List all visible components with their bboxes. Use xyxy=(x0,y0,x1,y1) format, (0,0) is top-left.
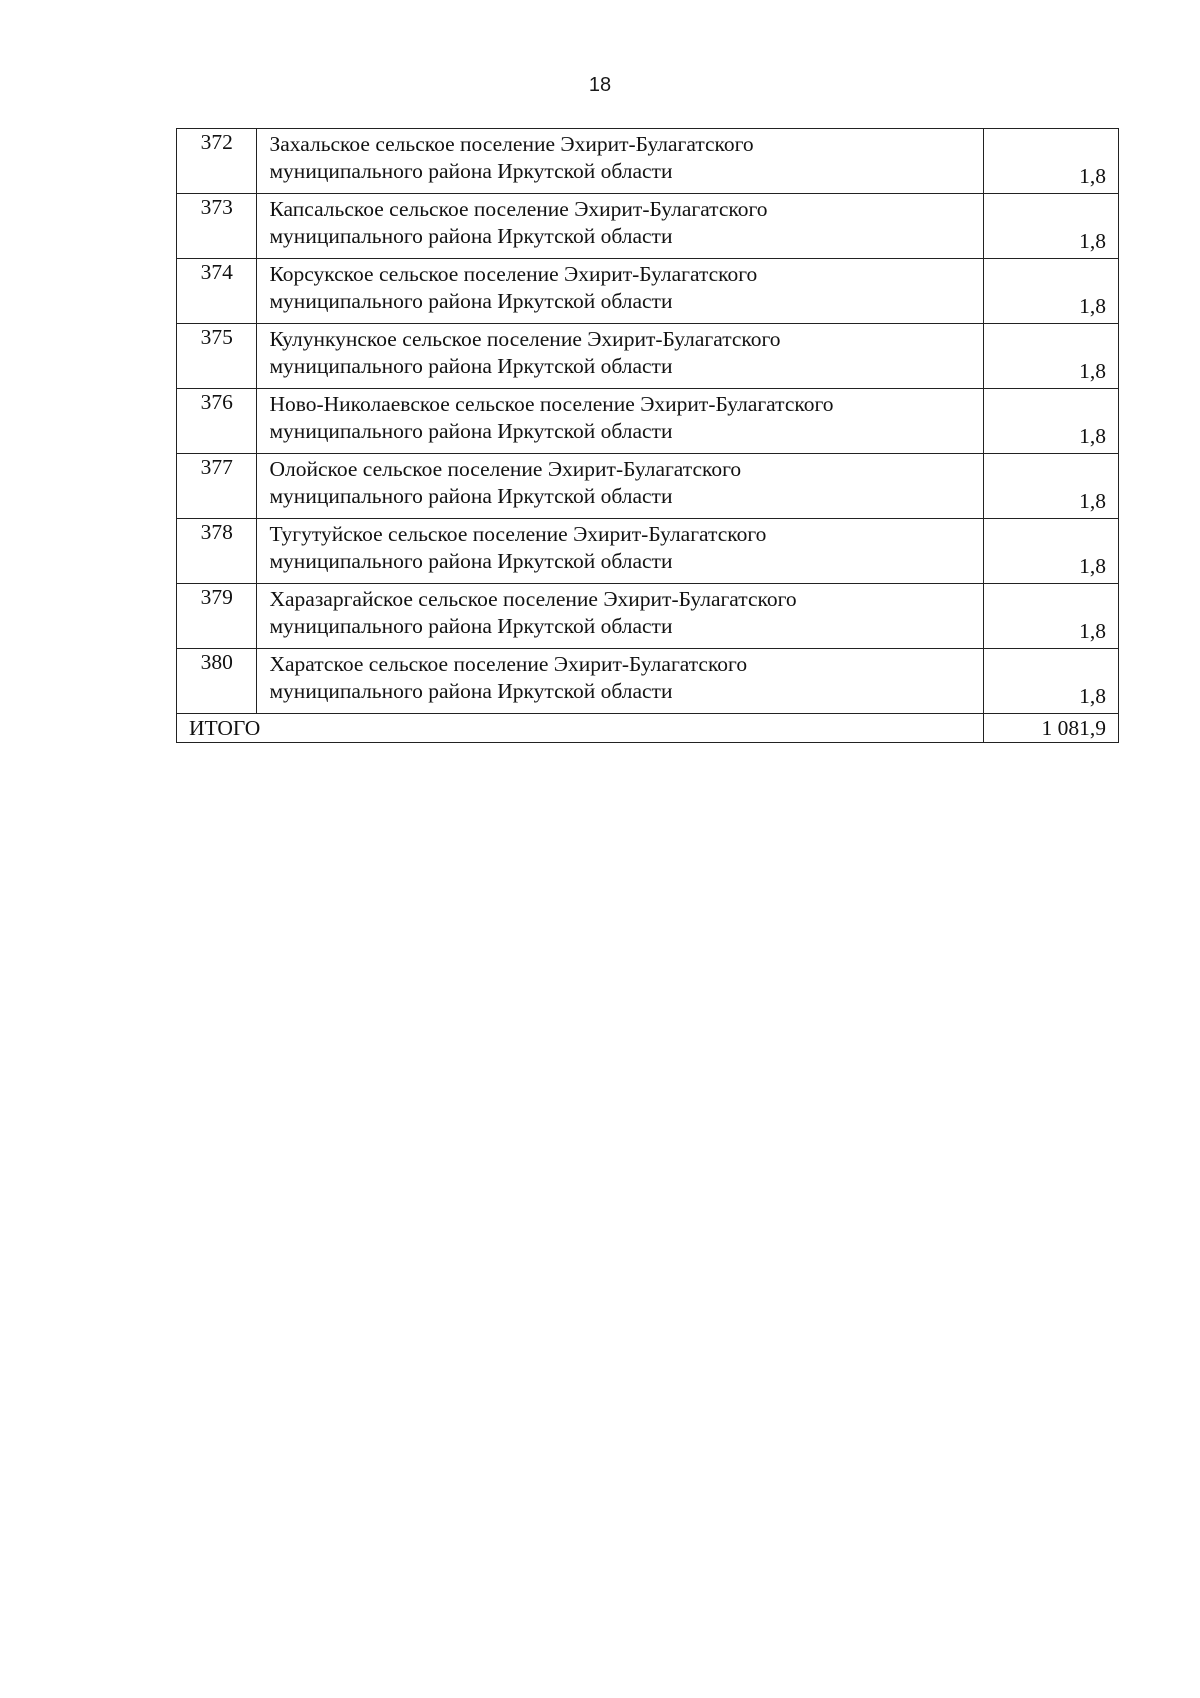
allocation-value: 1,8 xyxy=(984,389,1119,454)
settlement-name xyxy=(257,259,984,324)
page-number: 18 xyxy=(588,74,612,96)
settlement-name-line-2: муниципального района Иркутской области xyxy=(269,419,673,443)
settlement-name-line-2: муниципального района Иркутской области xyxy=(269,159,673,183)
settlement-name-line-2: муниципального района Иркутской области xyxy=(269,484,673,508)
settlement-name-line-1: Ново-Николаевское сельское поселение Эхирит-Булагатского xyxy=(269,392,834,416)
allocation-value: 1,8 xyxy=(984,129,1119,194)
settlement-name-line-1: Харатское сельское поселение Эхирит-Булагатского xyxy=(269,652,748,676)
table-row xyxy=(177,324,1119,389)
row-number: 380 xyxy=(177,649,257,714)
settlement-name-line-1: Корсукское сельское поселение Эхирит-Булагатского xyxy=(269,262,758,286)
settlement-name-line-2: муниципального района Иркутской области xyxy=(269,549,673,573)
settlement-name xyxy=(257,129,984,194)
allocation-value: 1,8 xyxy=(984,454,1119,519)
settlement-name-line-1: Тугутуйское сельское поселение Эхирит-Булагатского xyxy=(269,522,767,546)
row-number: 372 xyxy=(177,129,257,194)
allocation-value: 1,8 xyxy=(984,259,1119,324)
row-number: 375 xyxy=(177,324,257,389)
settlement-name-line-1: Харазаргайское сельское поселение Эхирит-Булагатского xyxy=(269,587,797,611)
settlement-name xyxy=(257,194,984,259)
settlement-name-line-2: муниципального района Иркутской области xyxy=(269,354,673,378)
allocation-value: 1,8 xyxy=(984,194,1119,259)
settlement-name xyxy=(257,649,984,714)
row-number: 379 xyxy=(177,584,257,649)
table-row xyxy=(177,259,1119,324)
allocation-value: 1,8 xyxy=(984,519,1119,584)
settlement-name-line-1: Захальское сельское поселение Эхирит-Булагатского xyxy=(269,132,754,156)
total-label: ИТОГО xyxy=(177,714,984,743)
settlement-name-line-1: Кулункунское сельское поселение Эхирит-Булагатского xyxy=(269,327,781,351)
settlement-name xyxy=(257,324,984,389)
table-row xyxy=(177,194,1119,259)
table-row xyxy=(177,584,1119,649)
settlement-name xyxy=(257,454,984,519)
total-row xyxy=(177,714,1119,743)
row-number: 376 xyxy=(177,389,257,454)
settlement-name-line-2: муниципального района Иркутской области xyxy=(269,679,673,703)
row-number: 373 xyxy=(177,194,257,259)
settlement-name xyxy=(257,584,984,649)
allocation-value: 1,8 xyxy=(984,584,1119,649)
table-row xyxy=(177,649,1119,714)
settlement-name-line-1: Капсальское сельское поселение Эхирит-Булагатского xyxy=(269,197,768,221)
table-row xyxy=(177,454,1119,519)
table-row xyxy=(177,129,1119,194)
settlement-name-line-2: муниципального района Иркутской области xyxy=(269,224,673,248)
settlement-name-line-2: муниципального района Иркутской области xyxy=(269,289,673,313)
allocation-value: 1,8 xyxy=(984,649,1119,714)
table-row xyxy=(177,389,1119,454)
settlement-name-line-2: муниципального района Иркутской области xyxy=(269,614,673,638)
allocation-value: 1,8 xyxy=(984,324,1119,389)
total-value: 1 081,9 xyxy=(984,714,1119,743)
row-number: 378 xyxy=(177,519,257,584)
settlement-name xyxy=(257,519,984,584)
row-number: 374 xyxy=(177,259,257,324)
settlement-name xyxy=(257,389,984,454)
allocation-table xyxy=(176,128,1119,743)
table-row xyxy=(177,519,1119,584)
settlement-name-line-1: Олойское сельское поселение Эхирит-Булагатского xyxy=(269,457,742,481)
row-number: 377 xyxy=(177,454,257,519)
